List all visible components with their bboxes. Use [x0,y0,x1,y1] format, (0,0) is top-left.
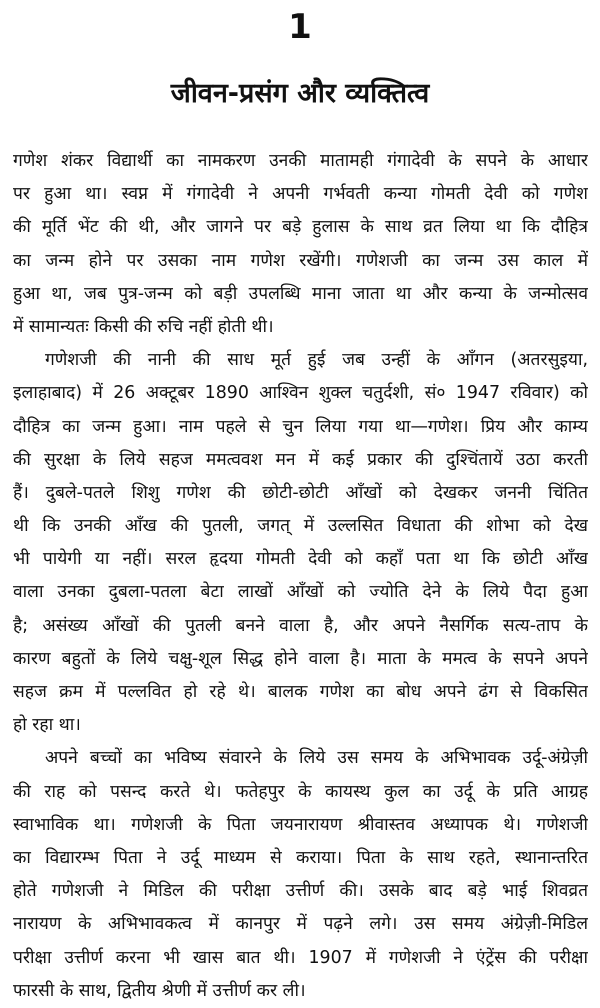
text-line: कारण बहुतों के लिये चक्षु-शूल सिद्ध होने वाला है। माता के ममत्व के सपने अपने [13,648,588,669]
text-line: का विद्यारम्भ पिता ने उर्दू माध्यम से कराया। पिता के साथ रहते, स्थानान्तरित [13,847,588,868]
text-line: हो रहा था। [13,715,81,736]
paragraph-1 [13,145,588,344]
text-line: इलाहाबाद) में 26 अक्टूबर 1890 आश्विन शुक्ल चतुर्दशी, सं० 1947 रविवार) को [13,383,588,404]
text-line: सहज क्रम में पल्लवित हो रहे थे। बालक गणेश का बोध अपने ढंग से विकसित [13,682,588,702]
text-line: में सामान्यतः किसी की रुचि नहीं होती थी। [13,316,274,337]
text-line: भी पायेगी या नहीं। सरल हृदया गोमती देवी को कहाँ पता था कि छोटी आँख [13,549,588,570]
text-line: गणेश शंकर विद्यार्थी का नामकरण उनकी मातामही गंगादेवी के सपने के आधार [13,151,588,171]
text-line: फारसी के साथ, द्वितीय श्रेणी में उत्तीर्ण कर ली। [13,980,306,1001]
text-line: का जन्म होने पर उसका नाम गणेश रखेंगी। गणेशजी का जन्म उस काल में [13,250,588,271]
text-line: होते गणेशजी ने मिडिल की परीक्षा उत्तीर्ण की। उसके बाद बड़े भाई शिवव्रत [13,881,588,902]
text-line: परीक्षा उत्तीर्ण करना भी खास बात थी। 1907 में गणेशजी ने एंट्रेंस की परीक्षा [13,947,588,968]
text-line: दौहित्र का जन्म हुआ। नाम पहले से चुन लिया गया था—गणेश। प्रिय और काम्य [13,416,588,437]
paragraph-3 [13,742,588,1008]
text-line: की मूर्ति भेंट की थी, और जागने पर बड़े हुलास के साथ व्रत लिया था कि दौहित्र [13,217,588,238]
chapter-number: 1 [288,7,312,47]
chapter-title: जीवन-प्रसंग और व्यक्तित्व [170,78,430,109]
text-line: वाला उनका दुबला-पतला बेटा लाखों आँखों को ज्योति देने के लिये पैदा हुआ [13,582,588,603]
text-line: है; असंख्य आँखों की पुतली बनने वाला है, और अपने नैसर्गिक सत्य-ताप के [13,615,588,636]
text-line: थी कि उनकी आँख की पुतली, जगत् में उल्लसित विधाता की शोभा को देख [13,516,588,537]
text-line: गणेशजी की नानी की साध मूर्त हुई जब उन्हीं के आँगन (अतरसुइया, [45,350,588,371]
text-line: की सुरक्षा के लिये सहज ममत्ववश मन में कई प्रकार की दुश्चिंतायें उठा करती [13,449,588,470]
text-line: स्वाभाविक था। गणेशजी के पिता जयनारायण श्रीवास्तव अध्यापक थे। गणेशजी [13,814,588,835]
paragraph-2 [13,344,588,742]
text-line: की राह को पसन्द करते थे। फतेहपुर के कायस्थ कुल का उर्दू के प्रति आग्रह [13,781,588,802]
text-line: पर हुआ था। स्वप्न में गंगादेवी ने अपनी गर्भवती कन्या गोमती देवी को गणेश [13,184,588,205]
text-line: अपने बच्चों का भविष्य संवारने के लिये उस समय के अभिभावक उर्दू-अंग्रेज़ी [45,748,588,769]
body-text [13,145,588,1008]
text-line: नारायण के अभिभावकत्व में कानपुर में पढ़ने लगे। उस समय अंग्रेज़ी-मिडिल [13,914,588,935]
text-line: हैं। दुबले-पतले शिशु गणेश की छोटी-छोटी आँखों को देखकर जननी चिंतित [13,482,588,503]
text-line: हुआ था, जब पुत्र-जन्म को बड़ी उपलब्धि माना जाता था और कन्या के जन्मोत्सव [13,283,588,304]
